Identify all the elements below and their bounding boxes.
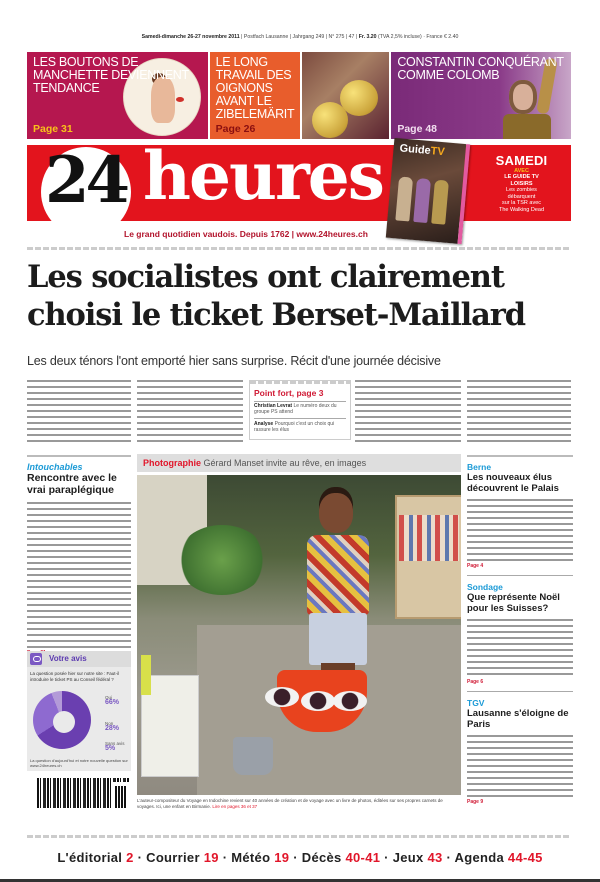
lead-text-column (27, 380, 131, 442)
story-berne[interactable]: Berne Les nouveaux élus découvrent le Palais Page 4 (467, 462, 573, 569)
main-headline[interactable]: Les socialistes ont clairement choisi le ticket Berset-Maillard (27, 259, 525, 333)
dateline: Samedi-dimanche 26-27 novembre 2011 | Postfach Lausanne | Jahrgang 249 | N° 275 | 47 | Fr. 3.20 (TVA 2,5% incluse) · France € 2.40 (141, 34, 459, 40)
poll-question: La question posée hier sur notre site : Faut-il introduire le ticket PS au Conseil fédéral ? (30, 671, 120, 682)
left-story[interactable] (27, 455, 131, 656)
poll-donut-chart (33, 691, 91, 749)
story-body (467, 619, 573, 679)
poll-result-no: Non 28% (105, 721, 120, 732)
issue-info: Postfach Lausanne | Jahrgang 249 | N° 275 | 47 (243, 34, 355, 40)
right-stories (467, 455, 573, 805)
poll-result-yes: Oui 66% (105, 695, 120, 706)
onions-image (302, 52, 389, 139)
poll-title: Votre avis (49, 654, 87, 663)
main-subheadline: Les deux ténors l'ont emporté hier sans surprise. Récit d'une journée décisive (27, 354, 441, 368)
photo-feature[interactable] (137, 454, 461, 810)
story-kicker: Intouchables (27, 462, 83, 472)
photo-section-label: Photographie (143, 458, 201, 468)
story-body (27, 502, 131, 650)
price-note: (TVA 2,5% incluse) · France € 2.40 (378, 34, 459, 40)
poll-result-none: Sans avis 5% (105, 741, 125, 752)
feature-photo (137, 475, 461, 795)
teaser-cufflinks[interactable] (27, 52, 208, 139)
tv-guide-logo: GuideTV (399, 142, 446, 159)
lead-text-column (137, 380, 243, 442)
point-fort-item: Analyse Pourquoi c'est un choix qui rassure les élus (254, 421, 335, 433)
teaser-page-ref: Page 26 (215, 123, 256, 135)
index-item-courrier[interactable]: Courrier 19 (146, 850, 219, 865)
index-item-agenda[interactable]: Agenda 44-45 (454, 850, 543, 865)
teaser-page-ref: Page 48 (397, 123, 438, 135)
lead-text-column (467, 380, 571, 442)
photo-caption: L'auteur-compositeur du Voyage en Indochine revient sur 40 années de création et de voyage avec un livre de photos, éditées sur ses propres carnets de voyages. Ici, une enfant en Birmanie. Lire en pages 36 et 37 (137, 798, 443, 809)
index-item-editorial[interactable]: L'éditorial 2 (57, 850, 134, 865)
story-tgv[interactable]: TGV Lausanne s'éloigne de Paris Page 9 (467, 698, 573, 805)
lead-story-columns (27, 380, 571, 442)
divider (27, 247, 571, 250)
barcode-addon (113, 782, 129, 808)
lead-text-column (355, 380, 461, 442)
point-fort-box[interactable] (249, 380, 351, 440)
masthead-tagline: Le grand quotidien vaudois. Depuis 1762 | www.24heures.ch (124, 229, 368, 239)
index-item-jeux[interactable]: Jeux 43 (392, 850, 443, 865)
story-body (467, 499, 573, 563)
teaser-page-ref: Page 31 (33, 123, 73, 135)
saturday-promo: SAMEDI AVEC LE GUIDE TV LOISIRS Les zombies débarquent sur la TSR avec The Walking Dead (495, 153, 548, 213)
photo-feature-header (137, 454, 461, 472)
caption-page-ref: Lire en pages 36 et 37 (212, 804, 258, 809)
issue-date: Samedi-dimanche 26-27 novembre 2011 (141, 34, 240, 40)
photo-feature-title: Gérard Manset invite au rêve, en images (203, 458, 367, 468)
masthead (27, 137, 571, 221)
speech-bubble-icon (30, 653, 42, 665)
index-item-deces[interactable]: Décès 40-41 (301, 850, 381, 865)
teaser-title: CONSTANTIN CONQUÉRANT COMME COLOMB (397, 55, 564, 82)
point-fort-title: Point fort, page 3 (254, 388, 324, 398)
teaser-title: LE LONG TRAVAIL DES OIGNONS AVANT LE ZIBELEMÄRIT (215, 55, 295, 121)
story-sondage[interactable]: Sondage Que représente Noël pour les Suisses? Page 6 (467, 582, 573, 685)
logo-word: heures (143, 137, 383, 215)
page-index: L'éditorial 2 · Courrier 19 · Météo 19 · Décès 40-41 · Jeux 43 · Agenda 44-45 (57, 850, 543, 865)
tv-guide-cover[interactable] (386, 138, 470, 244)
teaser-title: LES BOUTONS DE MANCHETTE DEVIENNENT TENDANCE (33, 55, 189, 95)
price: Fr. 3.20 (358, 34, 377, 40)
point-fort-item: Christian Levrat Le numéro deux du groupe PS attend (254, 403, 337, 415)
teaser-strip (27, 52, 571, 139)
index-item-meteo[interactable]: Météo 19 (231, 850, 290, 865)
divider (27, 835, 571, 838)
poll-footer: La question d'aujourd'hui et notre nouvelle question sur www.24heures.ch (30, 758, 128, 768)
teaser-constantin[interactable] (391, 52, 571, 139)
teaser-onions[interactable] (210, 52, 300, 139)
logo-number: 24 (45, 143, 127, 218)
poll-header (27, 651, 131, 667)
story-title: Rencontre avec le vrai paraplégique (27, 472, 117, 496)
story-body (467, 735, 573, 799)
poll-box (27, 651, 131, 771)
